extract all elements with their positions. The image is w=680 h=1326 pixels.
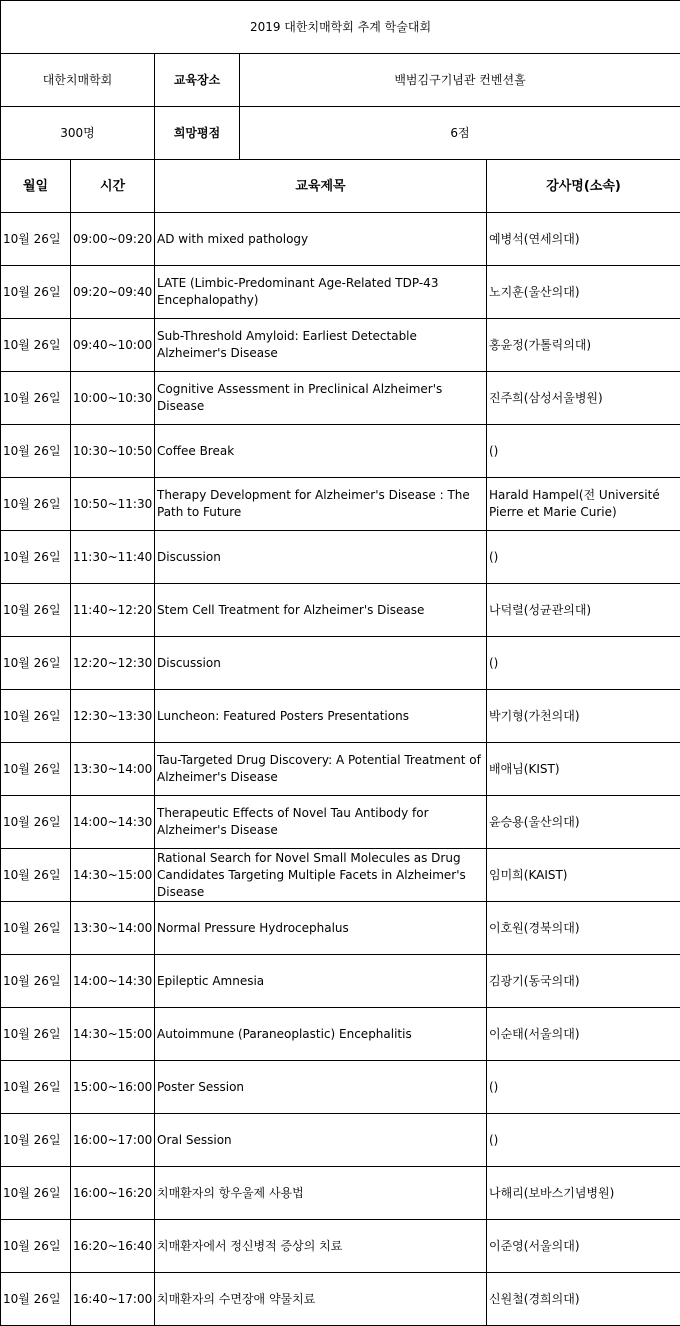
session-speaker: (): [487, 1114, 680, 1167]
session-title: Therapeutic Effects of Novel Tau Antibody for Alzheimer's Disease: [155, 796, 487, 849]
session-title: Autoimmune (Paraneoplastic) Encephalitis: [155, 1008, 487, 1061]
session-date: 10월 26일: [1, 1273, 71, 1326]
table-row: [1, 531, 680, 584]
session-date: 10월 26일: [1, 637, 71, 690]
session-date: 10월 26일: [1, 902, 71, 955]
session-date: 10월 26일: [1, 1008, 71, 1061]
table-row: [1, 1220, 680, 1273]
session-title: Stem Cell Treatment for Alzheimer's Disease: [155, 584, 487, 637]
session-date: 10월 26일: [1, 1167, 71, 1220]
session-date: 10월 26일: [1, 425, 71, 478]
session-speaker: 임미희(KAIST): [487, 849, 680, 902]
session-title: Oral Session: [155, 1114, 487, 1167]
table-row: [1, 796, 680, 849]
table-row: [1, 478, 680, 531]
session-date: 10월 26일: [1, 478, 71, 531]
table-row: [1, 266, 680, 319]
credit-label: 희망평점: [155, 107, 240, 160]
session-title: 치매환자에서 정신병적 증상의 치료: [155, 1220, 487, 1273]
session-speaker: 신원철(경희의대): [487, 1273, 680, 1326]
session-date: 10월 26일: [1, 1061, 71, 1114]
session-title: Rational Search for Novel Small Molecules as Drug Candidates Targeting Multiple Facets in Alzheimer's Disease: [155, 849, 487, 902]
session-speaker: 이준영(서울의대): [487, 1220, 680, 1273]
session-title: 치매환자의 항우울제 사용법: [155, 1167, 487, 1220]
venue-label: 교육장소: [155, 54, 240, 107]
session-title: LATE (Limbic-Predominant Age-Related TDP-43 Encephalopathy): [155, 266, 487, 319]
session-speaker: 이순태(서울의대): [487, 1008, 680, 1061]
session-date: 10월 26일: [1, 319, 71, 372]
session-time: 09:20~09:40: [71, 266, 155, 319]
session-date: 10월 26일: [1, 743, 71, 796]
session-time: 11:40~12:20: [71, 584, 155, 637]
event-title: 2019 대한치매학회 추계 학술대회: [1, 1, 680, 54]
session-speaker: 노지훈(울산의대): [487, 266, 680, 319]
session-time: 10:30~10:50: [71, 425, 155, 478]
session-title: Discussion: [155, 637, 487, 690]
table-row: [1, 584, 680, 637]
session-time: 15:00~16:00: [71, 1061, 155, 1114]
session-date: 10월 26일: [1, 531, 71, 584]
capacity-value: 300명: [1, 107, 155, 160]
header-date: 월일: [1, 160, 71, 213]
session-title: 치매환자의 수면장애 약물치료: [155, 1273, 487, 1326]
session-time: 14:30~15:00: [71, 1008, 155, 1061]
session-speaker: 박기형(가천의대): [487, 690, 680, 743]
session-title: Luncheon: Featured Posters Presentations: [155, 690, 487, 743]
session-speaker: 나덕렬(성균관의대): [487, 584, 680, 637]
session-time: 16:40~17:00: [71, 1273, 155, 1326]
table-row: [1, 690, 680, 743]
session-speaker: 이호원(경북의대): [487, 902, 680, 955]
header-speaker: 강사명(소속): [487, 160, 680, 213]
table-row: [1, 1273, 680, 1326]
session-title: AD with mixed pathology: [155, 213, 487, 266]
capacity-row: [1, 107, 680, 160]
session-speaker: 배애님(KIST): [487, 743, 680, 796]
session-title: Discussion: [155, 531, 487, 584]
table-row: [1, 213, 680, 266]
session-title: Normal Pressure Hydrocephalus: [155, 902, 487, 955]
session-speaker: 김광기(동국의대): [487, 955, 680, 1008]
session-speaker: 예병석(연세의대): [487, 213, 680, 266]
header-topic: 교육제목: [155, 160, 487, 213]
session-date: 10월 26일: [1, 1220, 71, 1273]
session-time: 16:20~16:40: [71, 1220, 155, 1273]
session-speaker: 진주희(삼성서울병원): [487, 372, 680, 425]
title-row: [1, 1, 680, 54]
session-speaker: Harald Hampel(전 Université Pierre et Marie Curie): [487, 478, 680, 531]
session-time: 16:00~16:20: [71, 1167, 155, 1220]
session-date: 10월 26일: [1, 213, 71, 266]
session-time: 14:00~14:30: [71, 955, 155, 1008]
session-date: 10월 26일: [1, 1114, 71, 1167]
session-time: 13:30~14:00: [71, 902, 155, 955]
organizer: 대한치매학회: [1, 54, 155, 107]
session-date: 10월 26일: [1, 955, 71, 1008]
session-time: 09:40~10:00: [71, 319, 155, 372]
session-title: Therapy Development for Alzheimer's Disease : The Path to Future: [155, 478, 487, 531]
table-row: [1, 1061, 680, 1114]
session-title: Sub-Threshold Amyloid: Earliest Detectable Alzheimer's Disease: [155, 319, 487, 372]
table-row: [1, 637, 680, 690]
session-speaker: 윤승용(울산의대): [487, 796, 680, 849]
header-time: 시간: [71, 160, 155, 213]
table-row: [1, 1008, 680, 1061]
table-row: [1, 319, 680, 372]
session-date: 10월 26일: [1, 584, 71, 637]
session-time: 12:30~13:30: [71, 690, 155, 743]
session-speaker: (): [487, 1061, 680, 1114]
table-row: [1, 1167, 680, 1220]
session-title: Tau-Targeted Drug Discovery: A Potential Treatment of Alzheimer's Disease: [155, 743, 487, 796]
session-title: Epileptic Amnesia: [155, 955, 487, 1008]
session-time: 14:30~15:00: [71, 849, 155, 902]
session-time: 09:00~09:20: [71, 213, 155, 266]
session-time: 16:00~17:00: [71, 1114, 155, 1167]
session-speaker: 나해리(보바스기념병원): [487, 1167, 680, 1220]
session-time: 13:30~14:00: [71, 743, 155, 796]
table-row: [1, 1114, 680, 1167]
session-date: 10월 26일: [1, 372, 71, 425]
session-speaker: (): [487, 531, 680, 584]
session-speaker: 홍윤정(가톨릭의대): [487, 319, 680, 372]
table-row: [1, 955, 680, 1008]
session-date: 10월 26일: [1, 849, 71, 902]
session-title: Coffee Break: [155, 425, 487, 478]
session-date: 10월 26일: [1, 690, 71, 743]
venue-value: 백범김구기념관 컨벤션홀: [240, 54, 680, 107]
table-row: [1, 425, 680, 478]
session-date: 10월 26일: [1, 796, 71, 849]
table-row: [1, 849, 680, 902]
session-title: Poster Session: [155, 1061, 487, 1114]
session-time: 11:30~11:40: [71, 531, 155, 584]
table-row: [1, 902, 680, 955]
session-time: 10:50~11:30: [71, 478, 155, 531]
session-time: 12:20~12:30: [71, 637, 155, 690]
session-date: 10월 26일: [1, 266, 71, 319]
session-time: 14:00~14:30: [71, 796, 155, 849]
session-speaker: (): [487, 637, 680, 690]
header-row: [1, 160, 680, 213]
venue-row: [1, 54, 680, 107]
credit-value: 6점: [240, 107, 680, 160]
table-row: [1, 743, 680, 796]
session-title: Cognitive Assessment in Preclinical Alzheimer's Disease: [155, 372, 487, 425]
session-speaker: (): [487, 425, 680, 478]
session-time: 10:00~10:30: [71, 372, 155, 425]
table-row: [1, 372, 680, 425]
